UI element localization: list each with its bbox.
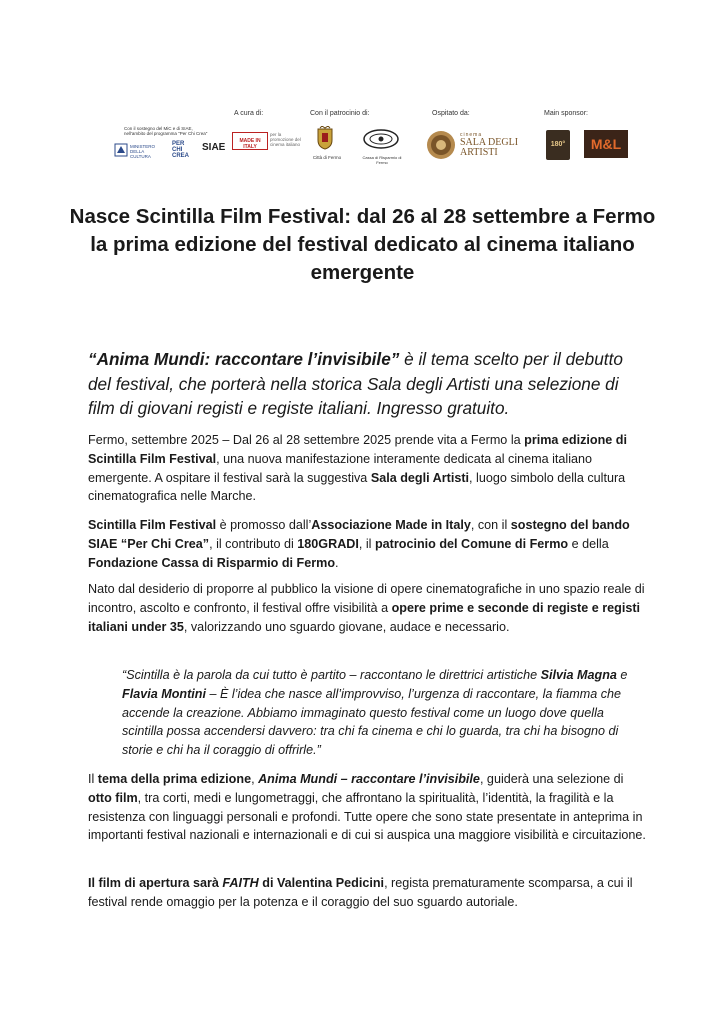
paragraph-opening-film: Il film di apertura sarà FAITH di Valentina Pedicini, regista prematuramente scomparsa, a cui il festival rende omaggio per la potenza e il coraggio del suo sguardo autoriale. [88,876,633,909]
hosted-caption: Ospitato da: [432,110,470,117]
lead-paragraph: “Anima Mundi: raccontare l’invisibile” è il tema scelto per il debutto del festival, che porterà nella storica Sala degli Artisti una selezione di film di giovani registi e registe italiani. Ingresso gratuito. [88,349,623,418]
support-caption: Con il sostegno del MiC e di SIAE, nell'ambito del programma "Per Chi Crea" [124,126,208,136]
per-chi-crea-logo: PER CHI CREA [172,141,190,159]
patronage-caption: Con il patrocinio di: [310,110,370,117]
fermo-crest: Città di Fermo [316,126,336,164]
fermo-crest-icon [316,126,334,150]
siae-logo: SIAE [202,142,226,153]
curated-caption: A cura di: [234,110,264,117]
sponsor-caption: Main sponsor: [544,110,588,117]
180gradi-logo: 180° [546,130,570,160]
paragraph-intro: Fermo, settembre 2025 – Dal 26 al 28 settembre 2025 prende vita a Fermo la prima edizione di Scintilla Film Festival, una nuova manifestazione interamente dedicata al cinema italiano emergente. A ospitare il festival sarà la suggestiva Sala degli Artisti, luogo simbolo della cultura cinematografica nelle Marche. [88,433,627,504]
mic-emblem-icon [114,143,128,157]
paragraph-theme: Il tema della prima edizione, Anima Mundi – raccontare l’invisibile, guiderà una selezione di otto film, tra corti, medi e lungometraggi, che affrontano la spiritualità, l’identità, la fragilità e la resistenza con linguaggi personali e profondi. Tutte opere che sono state presentate in anteprima in importanti festival nazionali e internazionali e di cui si auspica una maggiore visibilità e circuitazione. [88,772,646,843]
paragraph-promoters: Scintilla Film Festival è promosso dall’Associazione Made in Italy, con il sostegno del bando SIAE “Per Chi Crea”, il contributo di 180GRADI, il patrocinio del Comune di Fermo e della Fondazione Cassa di Risparmio di Fermo. [88,518,630,570]
carifermo-seal-icon [362,128,400,150]
sala-degli-artisti-logo: cinema SALA DEGLI ARTISTI [460,132,519,158]
directors-quote: “Scintilla è la parola da cui tutto è partito – raccontano le direttrici artistiche Silvia Magna e Flavia Montini – È l’idea che nasce all’improvviso, l’urgenza di raccontare, la fiamma che accende la creazione. Abbiamo immaginato questo festival come un luogo dove quella scintilla possa accendersi davvero: tra chi fa cinema e chi lo guarda, tra chi ha bisogno di storie e chi ha il coraggio di offrirle.” [122,668,628,758]
sala-emblem-icon [426,130,456,160]
sponsor-logo-strip [110,108,630,168]
sala-emblem [426,130,456,160]
ml-logo: M&L [584,130,628,158]
lead-theme: “Anima Mundi: raccontare l’invisibile” [88,349,400,369]
page-title: Nasce Scintilla Film Festival: dal 26 al 28 settembre a Fermo la prima edizione del festival dedicato al cinema italiano emergente [69,205,656,284]
paragraph-mission: Nato dal desiderio di proporre al pubblico la visione di opere cinematografiche in uno spazio reale di incontro, ascolto e confronto, il festival offre visibilità a opere prime e seconde di registe e registi italiani under 35, valorizzando uno sguardo giovane, audace e necessario. [88,582,645,634]
carifermo-logo: Cassa di Risparmio di Fermo [358,128,406,164]
made-in-italy-text: per la promozione del cinema italiano [270,132,301,147]
made-in-italy-logo: MADE IN ITALY [232,132,268,150]
mic-logo: MINISTERO DELLA CULTURA [114,142,164,158]
